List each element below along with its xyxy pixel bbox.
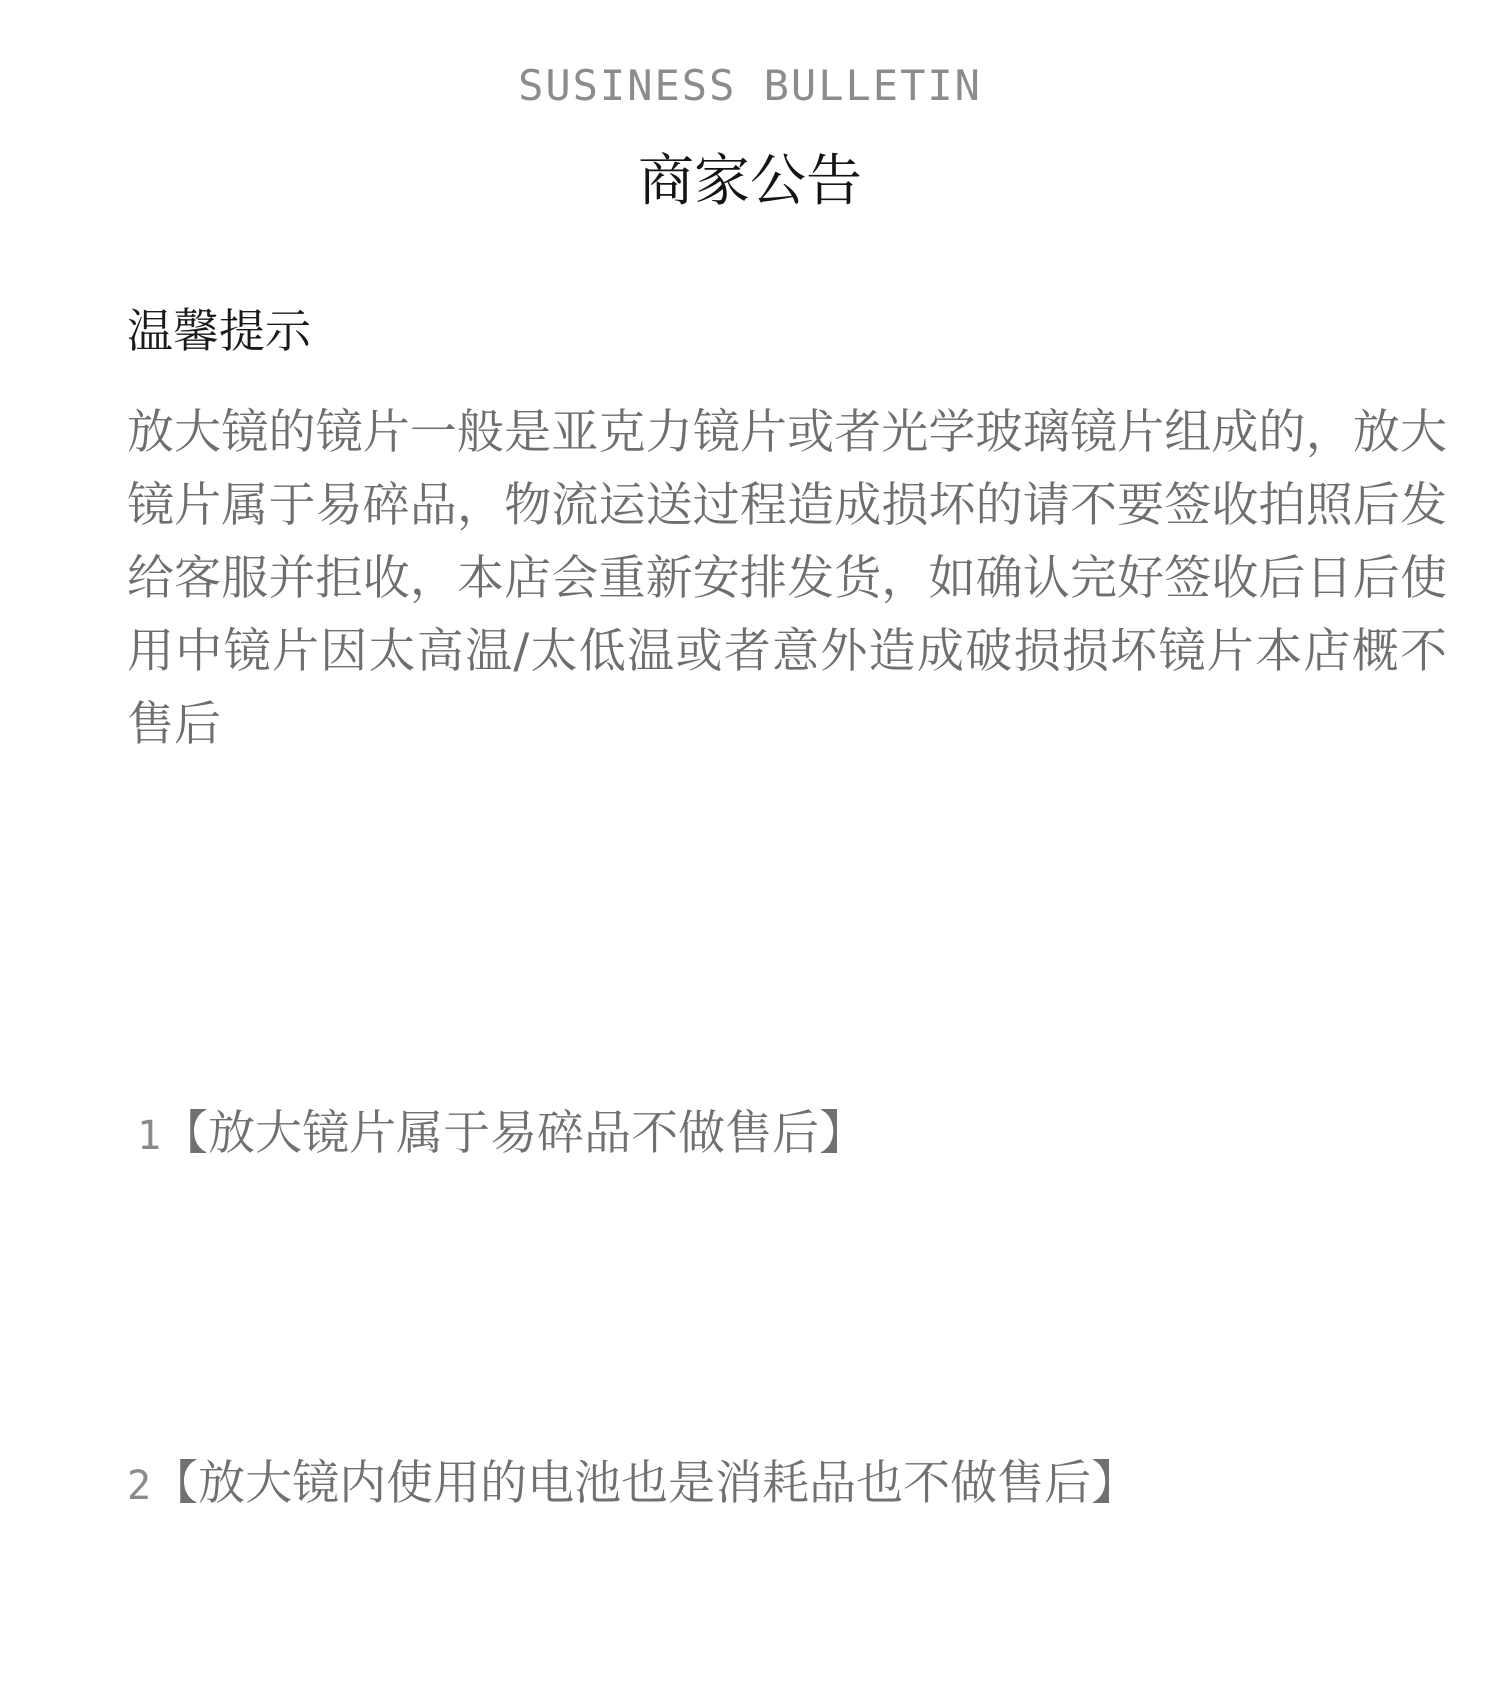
rule-text: 【放大镜内使用的电池也是消耗品也不做售后】 [151, 1456, 1139, 1511]
rule-number: 1 [137, 1113, 162, 1159]
notice-heading: 温馨提示 [127, 304, 311, 358]
bulletin-subtitle-en: SUSINESS BULLETIN [518, 61, 982, 110]
rule-number: 2 [127, 1463, 152, 1509]
rule-text: 【放大镜片属于易碎品不做售后】 [161, 1106, 867, 1161]
page-title: 商家公告 [638, 149, 862, 214]
rule-item-2 [127, 1454, 1138, 1516]
rule-item-1 [137, 1104, 866, 1166]
notice-body: 放大镜的镜片一般是亚克力镜片或者光学玻璃镜片组成的，放大镜片属于易碎品，物流运送过程造成损坏的请不要签收拍照后发给客服并拒收，本店会重新安排发货，如确认完好签收后日后使用中镜片因太高温/太低温或者意外造成破损损坏镜片本店概不售后 [127, 405, 1447, 752]
